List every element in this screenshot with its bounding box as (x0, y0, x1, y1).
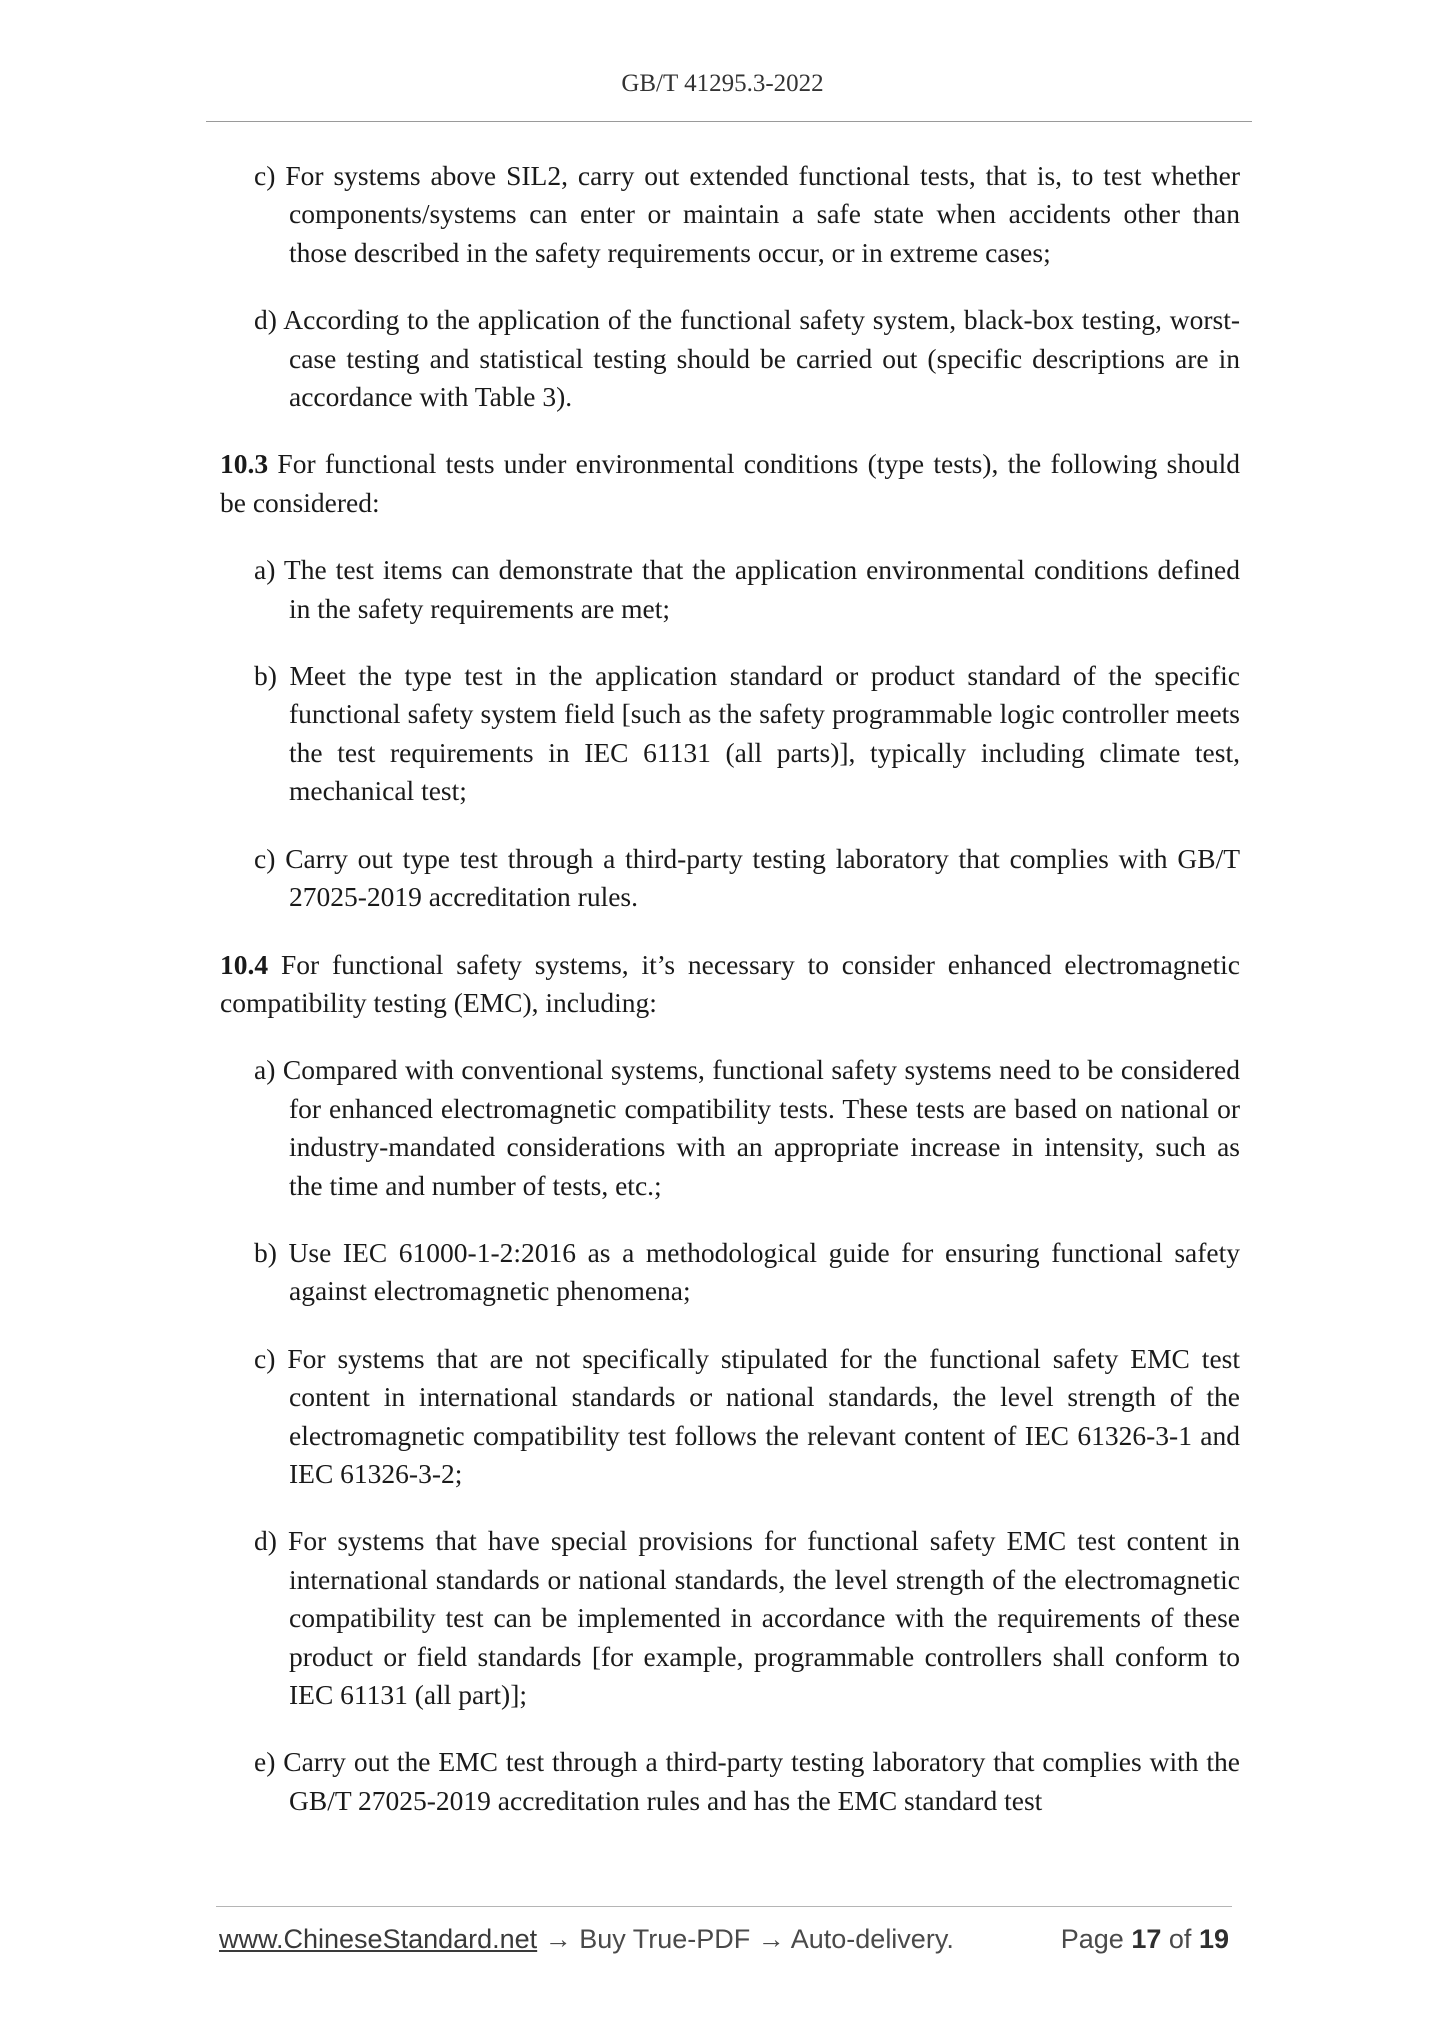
item-text: Carry out the EMC test through a third-party testing laboratory that complies with the GB/T 27025-2019 accreditation rules and has the EMC standard test (283, 1746, 1240, 1816)
standard-number: GB/T 41295.3-2022 (621, 70, 824, 97)
website-link[interactable]: www.ChineseStandard.net (219, 1924, 538, 1954)
clause-10-4 (220, 946, 1240, 1023)
footer-tagline: → Buy True-PDF → Auto-delivery. (537, 1924, 954, 1954)
list-item (254, 1234, 1240, 1311)
item-text: For systems that have special provisions for functional safety EMC test content in international standards or national standards, the level strength of the electromagnetic compatibility test can be implemented in accordance with the requirements of these product or field standards [for example, programmable controllers shall conform to IEC 61131 (all part)]; (288, 1525, 1241, 1710)
item-text: For systems that are not specifically stipulated for the functional safety EMC test content in international standards or national standards, the level strength of the electromagnetic compatibility test follows the relevant content of IEC 61326-3-1 and IEC 61326-3-2; (287, 1342, 1240, 1489)
footer-divider (216, 1906, 1232, 1907)
list-item (254, 657, 1240, 811)
list-item (254, 1340, 1240, 1494)
clause-text: For functional safety systems, it’s necessary to consider enhanced electromagnetic compatibility testing (EMC), including: (220, 948, 1240, 1018)
of-word: of (1168, 1924, 1192, 1954)
clause-number: 10.3 (220, 448, 269, 480)
item-text: Compared with conventional systems, functional safety systems need to be considered for enhanced electromagnetic compatibility tests. These tests are based on national or industry-mandated considerations with an appropriate increase in intensity, such as the time and number of tests, etc.; (282, 1054, 1241, 1201)
page-indicator (1061, 1924, 1229, 1955)
item-text: The test items can demonstrate that the application environmental conditions defined in the safety requirements are met; (283, 554, 1241, 624)
item-text: For systems above SIL2, carry out extended functional tests, that is, to test whether components/systems can enter or maintain a safe state when accidents other than those described in the safety requirements occur, or in extreme cases; (285, 160, 1240, 268)
item-label: a) (254, 1054, 276, 1086)
document-header (0, 70, 1445, 98)
list-item (254, 1743, 1240, 1820)
list-item (254, 301, 1240, 416)
item-text: Carry out type test through a third-party testing laboratory that complies with GB/T 27025-2019 accreditation rules. (285, 842, 1241, 913)
item-label: c) (254, 1342, 276, 1374)
list-item (254, 157, 1240, 272)
item-text: Meet the type test in the application standard or product standard of the specific functional safety system field [such as the safety programmable logic controller meets the test requirements in IEC 61131 (all parts)], typically including climate test, mechanical test; (289, 660, 1241, 807)
page-footer (219, 1924, 1229, 1964)
page-body (220, 157, 1240, 1849)
total-pages-number: 19 (1198, 1924, 1229, 1954)
header-divider (206, 121, 1252, 122)
clause-number: 10.4 (220, 948, 269, 980)
item-label: e) (254, 1746, 276, 1778)
list-item (254, 1522, 1240, 1714)
item-label: b) (254, 660, 277, 692)
item-label: c) (254, 842, 276, 874)
footer-promo (219, 1924, 954, 1955)
item-label: a) (254, 554, 276, 586)
list-item (254, 1051, 1240, 1205)
item-label: d) (254, 1525, 277, 1557)
clause-text: For functional tests under environmental conditions (type tests), the following should be considered: (220, 448, 1241, 518)
list-item (254, 551, 1240, 628)
current-page-number: 17 (1131, 1924, 1162, 1954)
item-text: Use IEC 61000-1-2:2016 as a methodological guide for ensuring functional safety against electromagnetic phenomena; (288, 1236, 1240, 1307)
item-label: b) (254, 1236, 277, 1268)
list-item (254, 840, 1240, 917)
clause-10-3 (220, 445, 1240, 522)
page-word: Page (1060, 1924, 1124, 1954)
item-text: According to the application of the functional safety system, black-box testing, worst-case testing and statistical testing should be carried out (specific descriptions are in accordance with Table 3). (283, 304, 1241, 413)
item-label: d) (254, 304, 277, 336)
item-label: c) (254, 160, 276, 191)
